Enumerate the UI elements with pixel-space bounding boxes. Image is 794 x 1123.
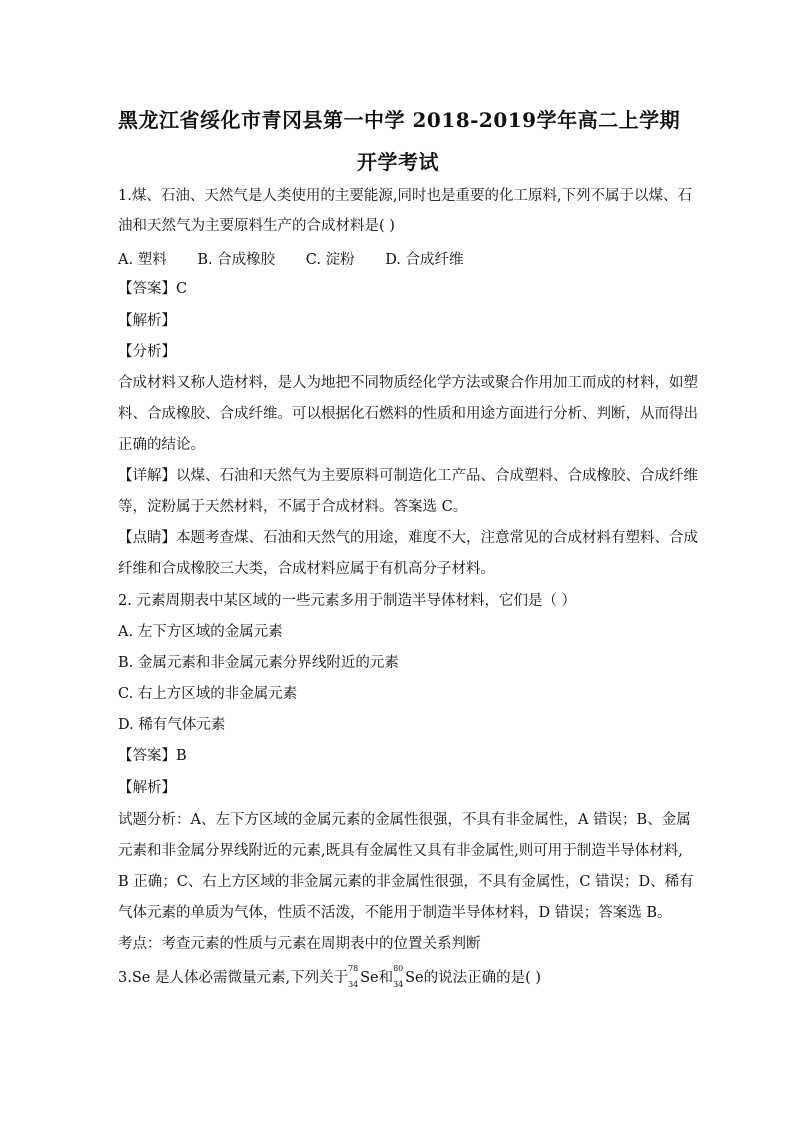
q3-stem	[118, 964, 678, 989]
q1-option-d: D. 合成纤维	[385, 252, 464, 268]
q1-stem-line-1: 1.煤、石油、天然气是人类使用的主要能源,同时也是重要的化工原料,下列不属于以煤、石	[118, 188, 693, 204]
q2-analysis-line-4: 气体元素的单质为气体，性质不活泼，不能用于制造半导体材料，D 错误；答案选 B。	[118, 905, 672, 921]
q3-stem-suffix: 的说法正确的是( )	[423, 970, 542, 986]
q1-jiexi-label: 【解析】	[118, 313, 176, 329]
q3-iso2-atomic: 34	[393, 980, 404, 989]
q2-analysis-line-2: 元素和非金属分界线附近的元素,既具有金属性又具有非金属性,则可用于制造半导体材料,	[118, 843, 683, 859]
q1-option-b: B. 合成橡胶	[197, 252, 276, 268]
q1-xiangjie-line-2: 等，淀粉属于天然材料，不属于合成材料。答案选 C。	[118, 499, 468, 515]
q1-fenxi-line-2: 料、合成橡胶、合成纤维。可以根据化石燃料的性质和用途方面进行分析、判断，从而得出	[118, 406, 698, 422]
document-subtitle: 开学考试	[357, 150, 439, 174]
q3-stem-prefix: 3.Se 是人体必需微量元素,下列关于	[118, 970, 349, 986]
q2-option-d: D. 稀有气体元素	[118, 717, 226, 733]
q3-iso1-symbol: Se	[360, 970, 379, 986]
q3-connector: 和	[378, 970, 394, 986]
q3-iso1-atomic: 34	[348, 980, 359, 989]
q2-option-c: C. 右上方区域的非金属元素	[118, 686, 298, 702]
q2-analysis-line-1: 试题分析：A、左下方区域的金属元素的金属性很强，不具有非金属性，A 错误；B、金属	[118, 812, 691, 828]
q3-iso1-mass: 78	[348, 964, 359, 973]
q1-xiangjie-line-1: 【详解】以煤、石油和天然气为主要原料可制造化工产品、合成塑料、合成橡胶、合成纤维	[118, 468, 698, 484]
q1-options	[118, 248, 490, 269]
q2-option-b: B. 金属元素和非金属元素分界线附近的元素	[118, 655, 399, 671]
q1-fenxi-line-3: 正确的结论。	[118, 437, 205, 453]
q1-dianjing-line-1: 【点睛】本题考查煤、石油和天然气的用途，难度不大，注意常见的合成材料有塑料、合成	[118, 530, 698, 546]
q2-answer: 【答案】B	[118, 748, 187, 764]
q1-fenxi-label: 【分析】	[118, 344, 176, 360]
q1-fenxi-line-1: 合成材料又称人造材料，是人为地把不同物质经化学方法或聚合作用加工而成的材料，如塑	[118, 375, 698, 391]
q1-stem-line-2: 油和天然气为主要原料生产的合成材料是( )	[118, 218, 395, 234]
q2-kaodian: 考点：考查元素的性质与元素在周期表中的位置关系判断	[118, 936, 481, 952]
q1-option-c: C. 淀粉	[305, 252, 355, 268]
q3-isotope-se80	[393, 964, 424, 989]
q2-jiexi-label: 【解析】	[118, 780, 176, 796]
q3-isotope-se78	[348, 964, 379, 989]
q2-option-a: A. 左下方区域的金属元素	[118, 624, 283, 640]
q2-stem: 2. 元素周期表中某区域的一些元素多用于制造半导体材料，它们是（ ）	[118, 593, 577, 609]
document-title: 黑龙江省绥化市青冈县第一中学 2018-2019学年高二上学期	[118, 108, 681, 132]
q1-option-a: A. 塑料	[118, 252, 167, 268]
q1-dianjing-line-2: 纤维和合成橡胶三大类，合成材料应属于有机高分子材料。	[118, 561, 495, 577]
q3-iso2-mass: 80	[393, 964, 404, 973]
q3-iso2-symbol: Se	[405, 970, 424, 986]
q1-answer: 【答案】C	[118, 281, 188, 297]
q2-analysis-line-3: B 正确；C、右上方区域的非金属元素的非金属性很强，不具有金属性，C 错误；D、稀有	[118, 874, 694, 890]
